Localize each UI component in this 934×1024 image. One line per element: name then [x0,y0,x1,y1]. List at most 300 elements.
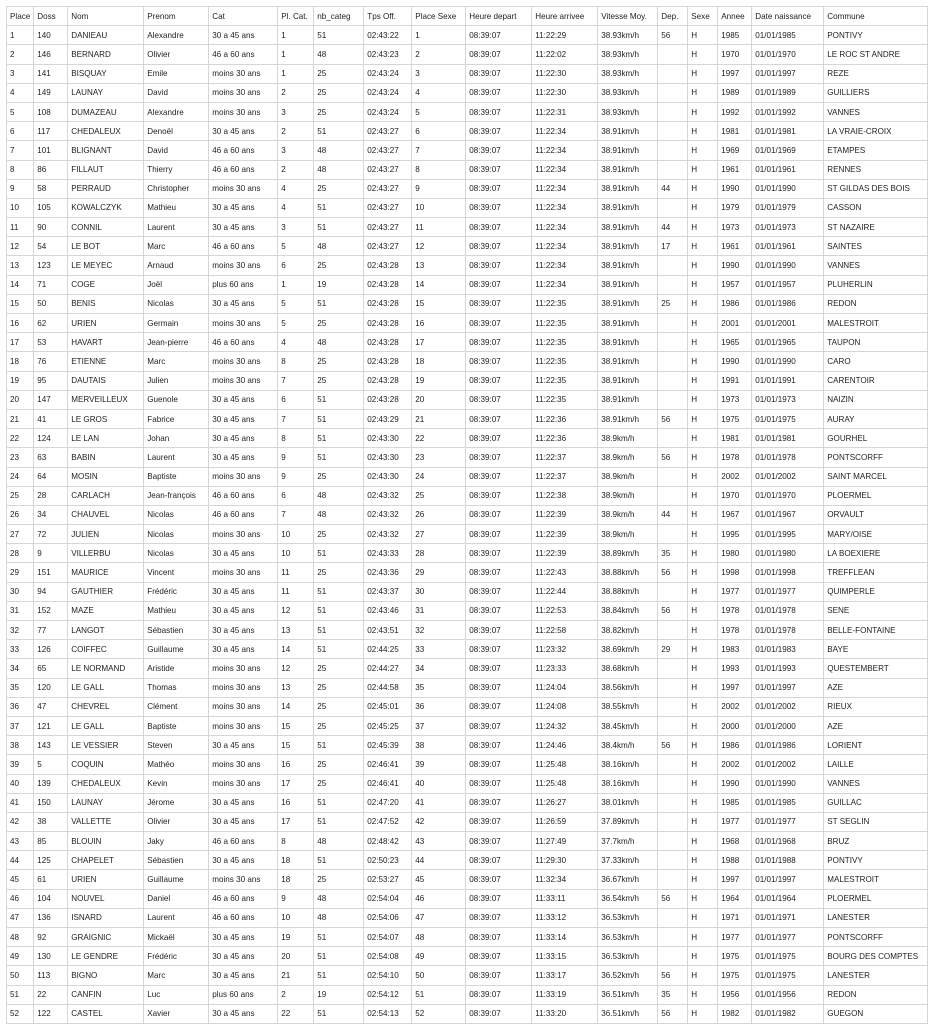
table-cell: 08:39:07 [466,736,532,755]
table-cell: 6 [7,122,34,141]
table-cell: 1 [278,275,314,294]
table-cell: Daniel [144,889,209,908]
table-cell: 38.91km/h [598,198,658,217]
table-cell: MERVEILLEUX [68,390,144,409]
table-cell: CARLACH [68,486,144,505]
table-cell: 01/01/1977 [752,582,824,601]
table-cell: 35 [658,544,688,563]
table-cell: 29 [658,640,688,659]
table-cell: 01/01/1967 [752,505,824,524]
table-cell: 08:39:07 [466,947,532,966]
table-cell: 02:47:20 [364,793,412,812]
table-cell: 01/01/1977 [752,812,824,831]
table-cell: 38.91km/h [598,371,658,390]
table-cell: 25 [314,678,364,697]
table-cell: 08:39:07 [466,640,532,659]
table-row [7,985,928,1004]
table-cell: PLOERMEL [824,486,928,505]
table-cell: 2002 [718,755,752,774]
table-cell: 2002 [718,697,752,716]
table-cell: 36.53km/h [598,947,658,966]
table-cell: H [688,179,718,198]
table-cell: 125 [34,851,68,870]
table-cell: 30 a 45 ans [209,601,278,620]
column-header: Tps Off. [364,7,412,26]
table-cell: 11:22:34 [532,275,598,294]
table-cell: 02:43:28 [364,352,412,371]
table-cell: H [688,141,718,160]
table-cell: AZE [824,678,928,697]
table-cell: BAYE [824,640,928,659]
table-cell: 02:43:28 [364,294,412,313]
table-cell: 1961 [718,160,752,179]
table-cell: SENE [824,601,928,620]
table-cell: 01/01/1977 [752,928,824,947]
table-cell: 85 [34,832,68,851]
table-cell: 08:39:07 [466,160,532,179]
table-cell: 2000 [718,716,752,735]
table-cell: H [688,486,718,505]
table-row [7,505,928,524]
table-cell: LE MEYEC [68,256,144,275]
table-cell: moins 30 ans [209,870,278,889]
table-cell: 02:45:25 [364,716,412,735]
table-cell: 1961 [718,237,752,256]
table-cell: 08:39:07 [466,870,532,889]
table-cell: moins 30 ans [209,678,278,697]
table-cell: Baptiste [144,716,209,735]
table-cell: 01/01/1970 [752,45,824,64]
table-cell: 43 [412,832,466,851]
table-cell: 30 a 45 ans [209,122,278,141]
table-cell: 30 [412,582,466,601]
table-cell: 38.88km/h [598,563,658,582]
table-cell: 38.91km/h [598,256,658,275]
table-cell: H [688,908,718,927]
table-row [7,659,928,678]
table-cell: 02:44:58 [364,678,412,697]
table-cell: 1977 [718,812,752,831]
table-cell: 11:32:34 [532,870,598,889]
table-cell: JULIEN [68,525,144,544]
table-row [7,333,928,352]
table-cell: 51 [314,640,364,659]
table-cell [658,678,688,697]
table-cell [658,621,688,640]
table-cell: 01/01/1968 [752,832,824,851]
table-cell: 01/01/1986 [752,294,824,313]
table-cell [658,333,688,352]
table-cell: 46 a 60 ans [209,237,278,256]
table-cell: 11:33:19 [532,985,598,1004]
table-cell: 1993 [718,659,752,678]
table-cell: 02:53:27 [364,870,412,889]
table-cell: CHEDALEUX [68,122,144,141]
table-cell: MALESTROIT [824,314,928,333]
table-cell: 36.53km/h [598,928,658,947]
column-header: Pl. Cat. [278,7,314,26]
table-cell: BISQUAY [68,64,144,83]
table-cell: 08:39:07 [466,985,532,1004]
table-row [7,256,928,275]
table-cell: H [688,448,718,467]
table-row [7,198,928,217]
table-cell: 02:44:25 [364,640,412,659]
table-cell: RENNES [824,160,928,179]
column-header: Dep. [658,7,688,26]
table-cell: 11:22:58 [532,621,598,640]
table-cell: 01/01/1969 [752,141,824,160]
table-cell: 30 a 45 ans [209,582,278,601]
table-cell: 16 [7,314,34,333]
table-cell: 27 [412,525,466,544]
table-cell: 44 [658,505,688,524]
table-cell: 11:33:14 [532,928,598,947]
table-row [7,390,928,409]
table-cell: 38.69km/h [598,640,658,659]
table-cell: ST NAZAIRE [824,218,928,237]
table-cell: 8 [278,429,314,448]
table-cell: 11:22:34 [532,237,598,256]
table-cell [658,45,688,64]
table-cell: 25 [314,563,364,582]
table-cell: Guenole [144,390,209,409]
table-cell: 30 a 45 ans [209,409,278,428]
table-row [7,160,928,179]
table-cell: 6 [278,486,314,505]
table-cell: 01/01/1975 [752,409,824,428]
table-cell: 48 [314,237,364,256]
table-cell: 26 [7,505,34,524]
table-cell: 38.9km/h [598,448,658,467]
table-cell: 08:39:07 [466,45,532,64]
table-cell: MALESTROIT [824,870,928,889]
table-cell: LE BOT [68,237,144,256]
table-cell: 02:54:07 [364,928,412,947]
table-cell: 11:22:39 [532,525,598,544]
table-cell: LAILLE [824,755,928,774]
column-header: Cat [209,7,278,26]
table-row [7,582,928,601]
table-cell: 47 [412,908,466,927]
table-cell: 11:22:35 [532,390,598,409]
table-cell: 16 [412,314,466,333]
table-cell: Olivier [144,45,209,64]
table-cell: 20 [278,947,314,966]
table-cell: 25 [314,352,364,371]
table-cell: 25 [314,179,364,198]
table-cell: 30 a 45 ans [209,812,278,831]
table-cell: 21 [278,966,314,985]
table-cell: 01/01/2002 [752,467,824,486]
table-cell: 1956 [718,985,752,1004]
table-cell: 01/01/1980 [752,544,824,563]
table-cell: GOURHEL [824,429,928,448]
table-cell: COIFFEC [68,640,144,659]
table-cell: 9 [278,889,314,908]
table-cell [658,851,688,870]
table-cell: 11:33:11 [532,889,598,908]
table-cell: 21 [7,409,34,428]
table-cell: PLUHERLIN [824,275,928,294]
table-cell [658,716,688,735]
table-cell: 1977 [718,582,752,601]
table-cell: 50 [7,966,34,985]
table-cell: 46 a 60 ans [209,908,278,927]
column-header: Annee [718,7,752,26]
table-cell: H [688,160,718,179]
table-cell: 56 [658,409,688,428]
table-row [7,294,928,313]
table-cell: 51 [314,26,364,45]
table-cell: 38 [7,736,34,755]
table-cell: 77 [34,621,68,640]
table-cell: 30 a 45 ans [209,928,278,947]
table-cell: 02:43:27 [364,141,412,160]
table-cell: 31 [412,601,466,620]
table-cell: 08:39:07 [466,851,532,870]
table-row [7,697,928,716]
table-cell: moins 30 ans [209,525,278,544]
table-cell: Alexandre [144,26,209,45]
table-cell: moins 30 ans [209,179,278,198]
table-cell: H [688,947,718,966]
table-cell: 35 [658,985,688,1004]
table-cell: 38.9km/h [598,525,658,544]
table-cell: 1992 [718,102,752,121]
table-cell: 08:39:07 [466,314,532,333]
table-cell: 08:39:07 [466,793,532,812]
table-cell: 16 [278,793,314,812]
table-cell: 52 [412,1004,466,1023]
table-cell: 25 [314,64,364,83]
table-cell: 51 [314,621,364,640]
table-row [7,141,928,160]
table-cell: 08:39:07 [466,198,532,217]
table-cell: ETAMPES [824,141,928,160]
table-cell: 54 [34,237,68,256]
table-cell: 51 [314,409,364,428]
table-cell: 50 [34,294,68,313]
table-cell: 8 [412,160,466,179]
table-cell: 11:33:17 [532,966,598,985]
table-cell: 51 [314,928,364,947]
table-cell: 1985 [718,26,752,45]
table-cell: 51 [314,812,364,831]
table-row [7,889,928,908]
table-cell: 01/01/1985 [752,793,824,812]
table-cell: 38.9km/h [598,505,658,524]
table-cell: 1957 [718,275,752,294]
table-cell [658,774,688,793]
table-cell: 08:39:07 [466,122,532,141]
table-cell: 117 [34,122,68,141]
table-cell: 7 [7,141,34,160]
table-row [7,429,928,448]
table-cell: 46 [7,889,34,908]
table-cell: 1973 [718,390,752,409]
table-cell: 08:39:07 [466,889,532,908]
table-cell: 38.91km/h [598,141,658,160]
table-cell: 44 [658,218,688,237]
table-cell: 52 [7,1004,34,1023]
table-row [7,83,928,102]
table-cell: 25 [314,716,364,735]
table-body [7,26,928,1024]
table-cell: 46 a 60 ans [209,832,278,851]
table-cell: 38.16km/h [598,774,658,793]
table-cell: 16 [278,755,314,774]
table-cell: H [688,333,718,352]
table-cell: NAIZIN [824,390,928,409]
table-cell: 51 [314,294,364,313]
table-cell: 48 [314,889,364,908]
table-cell: 1 [412,26,466,45]
column-header: Vitesse Moy. [598,7,658,26]
table-cell: 01/01/1989 [752,83,824,102]
table-cell: 1982 [718,1004,752,1023]
table-cell: 02:47:52 [364,812,412,831]
table-cell: 51 [314,736,364,755]
table-cell: 01/01/1973 [752,218,824,237]
table-cell: Frédéric [144,582,209,601]
table-cell: 143 [34,736,68,755]
table-cell: 10 [278,908,314,927]
table-cell: 02:43:23 [364,45,412,64]
table-cell: 20 [412,390,466,409]
table-cell: 3 [7,64,34,83]
table-cell: 02:44:27 [364,659,412,678]
table-cell: 10 [278,544,314,563]
table-cell: H [688,966,718,985]
table-cell: BELLE-FONTAINE [824,621,928,640]
table-cell: REZE [824,64,928,83]
table-cell: 124 [34,429,68,448]
table-cell: 30 a 45 ans [209,544,278,563]
table-cell: Arnaud [144,256,209,275]
table-cell: 38.89km/h [598,544,658,563]
table-cell: 9 [7,179,34,198]
table-cell: moins 30 ans [209,64,278,83]
table-cell: DANIEAU [68,26,144,45]
table-cell: 11:22:34 [532,198,598,217]
table-cell: 46 a 60 ans [209,889,278,908]
table-cell: 30 a 45 ans [209,390,278,409]
table-cell: 2 [278,160,314,179]
table-cell: URIEN [68,314,144,333]
table-cell: 104 [34,889,68,908]
table-cell: CHEVREL [68,697,144,716]
table-cell: 10 [412,198,466,217]
table-cell: 11:22:35 [532,294,598,313]
table-cell: 01/01/1978 [752,601,824,620]
table-cell: 38.84km/h [598,601,658,620]
table-cell: 4 [412,83,466,102]
table-cell: 02:54:13 [364,1004,412,1023]
column-header: Place Sexe [412,7,466,26]
table-cell: CONNIL [68,218,144,237]
table-cell: BIGNO [68,966,144,985]
table-cell: H [688,832,718,851]
table-cell: 01/01/2000 [752,716,824,735]
table-cell: Germain [144,314,209,333]
table-cell: 8 [278,352,314,371]
table-cell: PONTSCORFF [824,448,928,467]
table-cell [658,122,688,141]
table-cell: 12 [7,237,34,256]
table-cell: 08:39:07 [466,908,532,927]
column-header: Heure arrivee [532,7,598,26]
table-cell: 30 a 45 ans [209,26,278,45]
table-cell: H [688,218,718,237]
table-cell: 29 [7,563,34,582]
table-cell: Jérome [144,793,209,812]
table-cell [658,697,688,716]
table-cell: 1979 [718,198,752,217]
table-cell: 11:22:34 [532,122,598,141]
table-cell: 08:39:07 [466,544,532,563]
table-cell: 25 [314,314,364,333]
table-cell: 01/01/1981 [752,122,824,141]
table-cell [658,83,688,102]
table-cell: David [144,141,209,160]
table-cell: 11:22:39 [532,544,598,563]
table-cell: Steven [144,736,209,755]
table-cell: 11:22:43 [532,563,598,582]
table-cell: 08:39:07 [466,275,532,294]
table-cell: VANNES [824,256,928,275]
table-cell: PERRAUD [68,179,144,198]
table-cell: 01/01/1965 [752,333,824,352]
table-cell: 151 [34,563,68,582]
table-cell: 25 [314,659,364,678]
table-row [7,448,928,467]
table-cell: 36.51km/h [598,1004,658,1023]
table-cell: 01/01/1961 [752,237,824,256]
table-cell: H [688,83,718,102]
table-cell: 47 [7,908,34,927]
table-cell: 38.91km/h [598,352,658,371]
table-cell: 10 [278,525,314,544]
table-cell: 32 [7,621,34,640]
table-cell: 02:43:37 [364,582,412,601]
table-row [7,1004,928,1023]
table-cell: 38.91km/h [598,237,658,256]
table-cell: moins 30 ans [209,659,278,678]
table-cell: AZE [824,716,928,735]
table-cell: Christopher [144,179,209,198]
table-cell: 11:26:59 [532,812,598,831]
table-cell: 36 [412,697,466,716]
table-cell: 11:22:02 [532,45,598,64]
table-cell: ORVAULT [824,505,928,524]
table-cell: 47 [34,697,68,716]
table-cell: 7 [278,505,314,524]
table-cell: LA BOEXIERE [824,544,928,563]
table-cell [658,256,688,275]
table-cell: 08:39:07 [466,409,532,428]
table-cell: H [688,409,718,428]
table-cell: 48 [314,908,364,927]
table-cell: 36.51km/h [598,985,658,1004]
table-cell: 6 [278,256,314,275]
table-cell: 1 [278,26,314,45]
table-cell: CHEDALEUX [68,774,144,793]
table-cell: 14 [278,640,314,659]
table-cell: plus 60 ans [209,985,278,1004]
table-cell: 38.91km/h [598,314,658,333]
table-cell: 11:22:37 [532,448,598,467]
